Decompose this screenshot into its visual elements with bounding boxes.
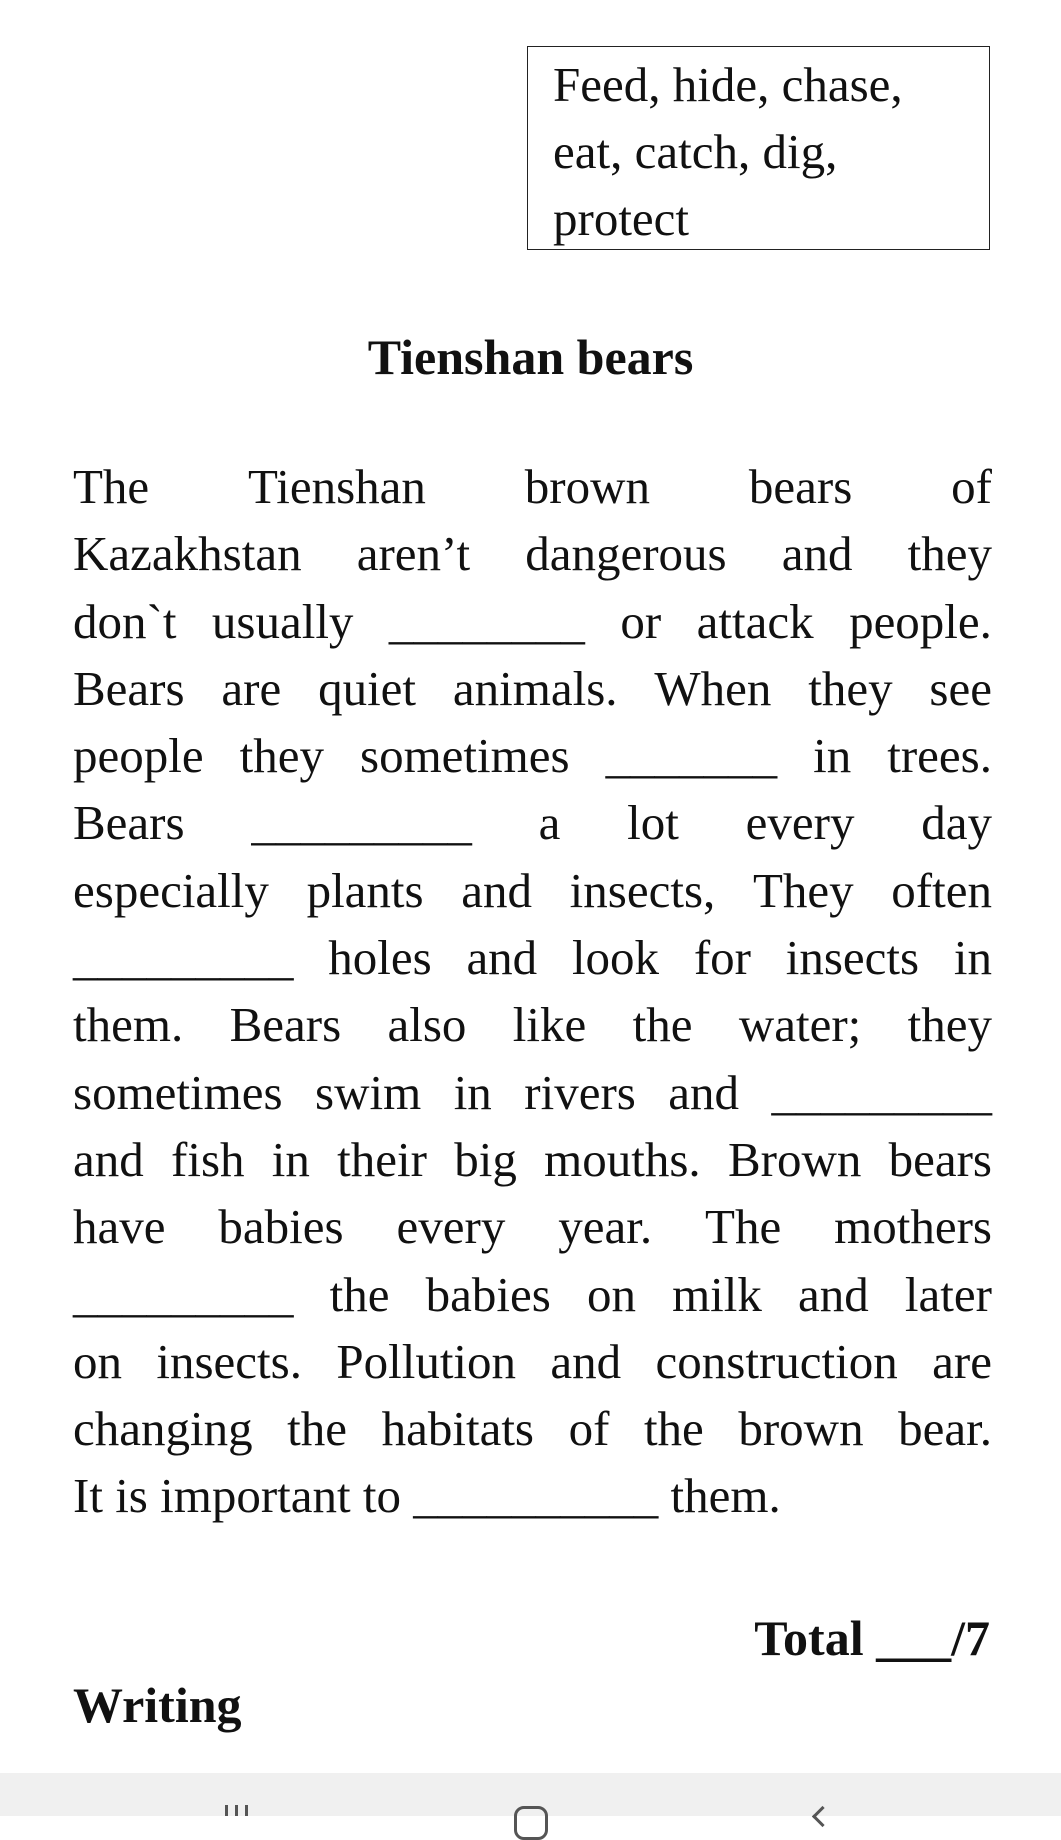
passage-word: for	[693, 930, 751, 986]
passage-line	[73, 991, 992, 1058]
passage-word: swim	[315, 1064, 422, 1120]
passage-word: Kazakhstan	[73, 526, 302, 582]
answer-blank: _______	[605, 728, 778, 784]
passage-word: them.	[73, 997, 184, 1053]
navigation-bar	[0, 1773, 1061, 1816]
passage-word: on	[73, 1333, 122, 1389]
passage-word: mothers	[834, 1199, 992, 1255]
passage-word: their	[337, 1131, 427, 1187]
passage-word: bears	[888, 1131, 992, 1187]
passage-word: look	[571, 930, 660, 986]
answer-blank: _________	[73, 1266, 294, 1322]
passage-word: habitats	[381, 1401, 535, 1457]
passage-word: in	[271, 1131, 310, 1187]
passage-word: aren’t	[356, 526, 471, 582]
passage-line	[73, 857, 992, 924]
passage-word: bear.	[898, 1401, 992, 1457]
passage-word: are	[932, 1333, 992, 1389]
section-heading-writing: Writing	[73, 1677, 242, 1733]
gap-fill-passage	[73, 453, 992, 1530]
passage-word: in	[953, 930, 992, 986]
home-icon[interactable]	[514, 1806, 548, 1840]
passage-word: attack	[696, 593, 814, 649]
passage-word: they	[239, 728, 324, 784]
passage-word: and	[550, 1333, 622, 1389]
passage-word: brown	[524, 459, 651, 514]
passage-word: babies	[218, 1199, 344, 1255]
passage-word: Bears	[73, 795, 185, 851]
passage-word: don`t	[73, 593, 177, 649]
passage-word: and	[73, 1131, 144, 1187]
passage-word: Pollution	[336, 1333, 517, 1389]
passage-title: Tienshan bears	[367, 329, 694, 385]
passage-line	[73, 1126, 992, 1193]
passage-word: quiet	[318, 660, 417, 716]
passage-word: on	[586, 1266, 636, 1322]
passage-word: holes	[328, 930, 432, 986]
passage-word: construction	[655, 1333, 898, 1389]
passage-word: every	[396, 1199, 506, 1255]
passage-word: people.	[849, 593, 992, 649]
passage-word: year.	[558, 1199, 653, 1255]
passage-word: insects,	[569, 862, 716, 918]
passage-line	[73, 1059, 992, 1126]
passage-word: They	[752, 862, 854, 918]
passage-word: When	[654, 660, 772, 716]
passage-word: and	[466, 930, 538, 986]
passage-word: plants	[306, 862, 424, 918]
passage-line	[73, 1193, 992, 1260]
total-score: Total ___/7	[754, 1610, 990, 1666]
passage-line	[73, 1261, 992, 1328]
passage-word: and	[461, 862, 533, 918]
word-bank-box: Feed, hide, chase, eat, catch, dig, protect	[527, 46, 990, 250]
passage-word: they	[907, 997, 992, 1053]
passage-word: big	[454, 1131, 517, 1187]
answer-blank: __________	[413, 1468, 659, 1524]
passage-line	[73, 588, 992, 655]
back-icon[interactable]	[812, 1806, 833, 1827]
passage-word: is	[115, 1468, 148, 1524]
passage-line	[73, 655, 992, 722]
passage-word: babies	[425, 1266, 551, 1322]
passage-word: fish	[171, 1131, 245, 1187]
passage-word: sometimes	[73, 1064, 283, 1120]
answer-blank: _________	[771, 1064, 992, 1120]
recent-apps-icon[interactable]	[225, 1805, 265, 1816]
passage-word: day	[921, 795, 992, 851]
passage-line	[73, 520, 992, 587]
passage-word: to	[362, 1468, 402, 1524]
passage-word: or	[620, 593, 662, 649]
passage-word: Bears	[73, 660, 185, 716]
passage-word: insects.	[156, 1333, 302, 1389]
passage-word: in	[813, 728, 852, 784]
passage-word: Brown	[727, 1131, 862, 1187]
passage-word: water;	[738, 997, 862, 1053]
answer-blank: ________	[388, 593, 585, 649]
passage-word: and	[668, 1064, 740, 1120]
passage-line	[73, 722, 992, 789]
passage-word: of	[568, 1401, 610, 1457]
passage-word: every	[745, 795, 855, 851]
passage-word: people	[73, 728, 204, 784]
passage-word: the	[632, 997, 693, 1053]
passage-word: The	[73, 459, 150, 514]
passage-word: later	[904, 1266, 992, 1322]
passage-word: mouths.	[544, 1131, 701, 1187]
passage-word: bears	[748, 459, 853, 514]
passage-word: insects	[785, 930, 920, 986]
passage-line	[73, 924, 992, 991]
passage-word: Bears	[229, 997, 342, 1053]
passage-word: a	[538, 795, 561, 851]
passage-word: rivers	[524, 1064, 636, 1120]
passage-word: the	[287, 1401, 348, 1457]
passage-word: also	[387, 997, 467, 1053]
passage-word: especially	[73, 862, 269, 918]
passage-word: changing	[73, 1401, 253, 1457]
passage-word: lot	[627, 795, 679, 851]
passage-word: they	[808, 660, 893, 716]
passage-word: the	[329, 1266, 390, 1322]
passage-line	[73, 1328, 992, 1395]
answer-blank: _________	[73, 930, 294, 986]
passage-word: are	[221, 660, 282, 716]
passage-word: in	[453, 1064, 492, 1120]
passage-word: The	[705, 1199, 782, 1255]
passage-word: It	[73, 1468, 103, 1524]
passage-word: sometimes	[360, 728, 570, 784]
passage-word: have	[73, 1199, 166, 1255]
passage-word: and	[798, 1266, 869, 1322]
passage-word: trees.	[887, 728, 992, 784]
passage-word: like	[512, 997, 587, 1053]
passage-word: them.	[670, 1468, 781, 1524]
passage-word: dangerous	[525, 526, 727, 582]
answer-blank: _________	[251, 795, 472, 851]
passage-word: milk	[672, 1266, 762, 1322]
passage-word: animals.	[452, 660, 618, 716]
passage-word: often	[891, 862, 992, 918]
passage-word: Tienshan	[248, 459, 426, 514]
passage-line	[73, 789, 992, 856]
passage-line	[73, 453, 992, 520]
passage-word: brown	[738, 1401, 864, 1457]
passage-word: and	[781, 526, 853, 582]
passage-word: see	[929, 660, 992, 716]
passage-word: of	[951, 459, 992, 514]
passage-word: the	[643, 1401, 704, 1457]
passage-line	[73, 1395, 992, 1462]
passage-word: important	[160, 1468, 351, 1524]
passage-word: usually	[211, 593, 354, 649]
passage-line	[73, 1462, 992, 1529]
passage-word: they	[907, 526, 992, 582]
